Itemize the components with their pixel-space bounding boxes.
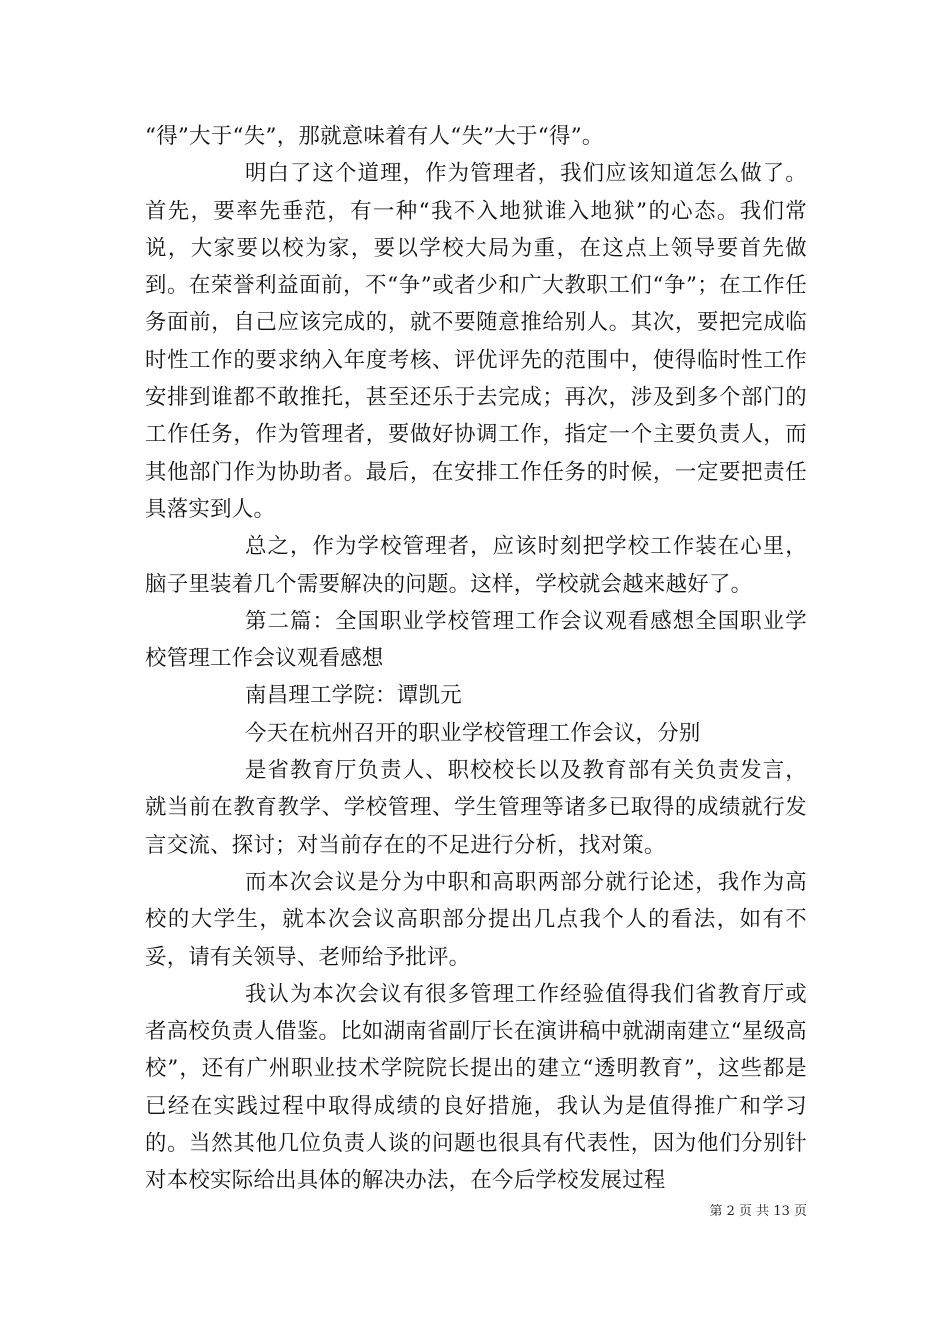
document-body — [145, 118, 807, 1200]
paragraph: 我认为本次会议有很多管理工作经验值得我们省教育厅或者高校负责人借鉴。比如湖南省副厅长在演讲稿中就湖南建立“星级高校”，还有广州职业技术学院院长提出的建立“透明教育”，这些都是已经在实践过程中取得成绩的良好措施，我认为是值得推广和学习的。当然其他几位负责人谈的问题也很具有代表性，因为他们分别针对本校实际给出具体的解决办法，在今后学校发展过程 — [145, 981, 807, 1194]
page-number-footer: 第 2 页 共 13 页 — [709, 1204, 807, 1219]
author-line: 南昌理工学院：谭凯元 — [245, 683, 462, 709]
paragraph: 总之，作为学校管理者，应该时刻把学校工作装在心里，脑子里装着几个需要解决的问题。这样，学校就会越来越好了。 — [145, 534, 807, 597]
paragraph: 明白了这个道理，作为管理者，我们应该知道怎么做了。首先，要率先垂范，有一种“我不入地狱谁入地狱”的心态。我们常说，大家要以校为家，要以学校大局为重，在这点上领导要首先做到。在荣誉利益面前，不“争”或者少和广大教职工们“争”；在工作任务面前，自己应该完成的，就不要随意推给别人。其次，要把完成临时性工作的要求纳入年度考核、评优评先的范围中，使得临时性工作安排到谁都不敢推托，甚至还乐于去完成；再次，涉及到多个部门的工作任务，作为管理者，要做好协调工作，指定一个主要负责人，而其他部门作为协助者。最后，在安排工作任务的时候，一定要把责任具落实到人。 — [145, 161, 807, 522]
paragraph: 而本次会议是分为中职和高职两部分就行论述，我作为高校的大学生，就本次会议高职部分提出几点我个人的看法，如有不妥，请有关领导、老师给予批评。 — [145, 869, 807, 970]
paragraph: 今天在杭州召开的职业学校管理工作会议，分别 — [245, 720, 701, 746]
paragraph: 是省教育厅负责人、职校校长以及教育部有关负责发言，就当前在教育教学、学校管理、学生管理等诸多已取得的成绩就行发言交流、探讨；对当前存在的不足进行分析，找对策。 — [145, 758, 807, 858]
paragraph-continuation: “得”大于“失”，那就意味着有人“失”大于“得”。 — [145, 124, 604, 149]
section-heading: 第二篇：全国职业学校管理工作会议观看感想全国职业学校管理工作会议观看感想 — [145, 608, 807, 672]
